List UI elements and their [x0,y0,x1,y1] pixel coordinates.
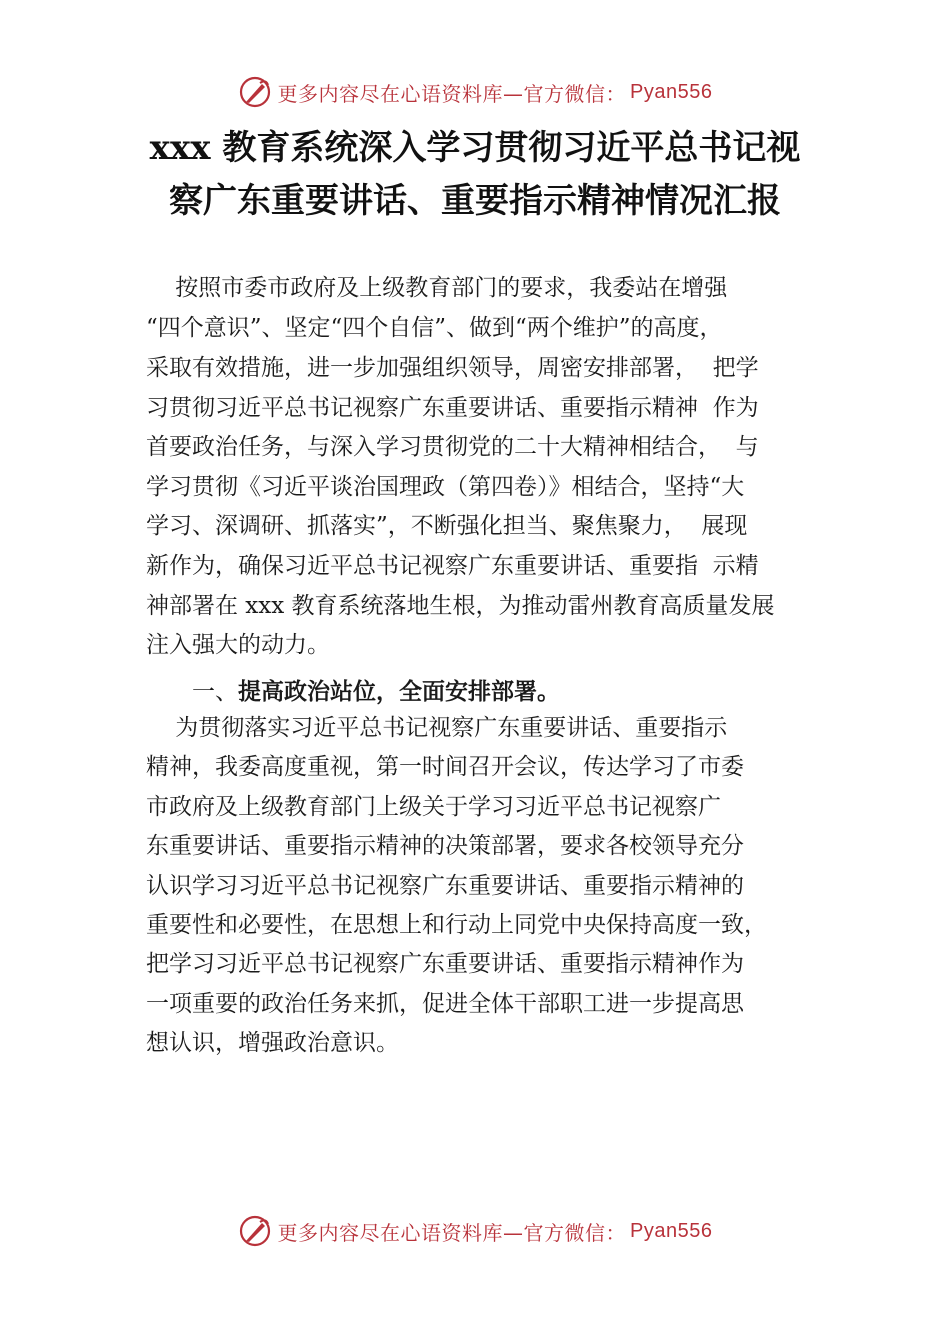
paragraph-line: 为贯彻落实习近平总书记视察广东重要讲话、重要指示 [146,715,728,741]
paragraph-line: 注入强大的动力。 [146,632,330,658]
paragraph-line: 学习贯彻《习近平谈治国理政（第四卷）》相结合，坚持“大 [146,474,745,500]
section-heading [192,676,560,708]
quill-pen-icon [238,1214,272,1248]
paragraph-line: 首要政治任务，与深入学习贯彻党的二十大精神相结合， 与 [146,434,759,460]
paragraph-line: 认识学习习近平总书记视察广东重要讲话、重要指示精神的 [146,873,744,899]
paragraph-line: 市政府及上级教育部门上级关于学习习近平总书记视察广 [146,794,721,820]
title-line-2: 察广东重要讲话、重要指示精神情况汇报 [169,181,781,221]
paragraph-line: 神部署在 xxx 教育系统落地生根，为推动雷州教育高质量发展 [146,593,775,619]
quill-pen-icon [238,75,272,109]
paragraph-line: “四个意识”、坚定“四个自信”、做到“两个维护”的高度， [146,315,723,341]
watermark-banner-bottom [0,1211,950,1251]
section-heading-number: 一、 [192,679,238,705]
paragraph-line: 重要性和必要性，在思想上和行动上同党中央保持高度一致， [146,912,767,938]
paragraph-line: 想认识，增强政治意识。 [146,1030,399,1056]
paragraph-line: 把学习习近平总书记视察广东重要讲话、重要指示精神作为 [146,951,744,977]
paragraph-line: 学习、深调研、抓落实”，不断强化担当、聚焦聚力， 展现 [146,513,748,539]
watermark-banner-top [0,72,950,112]
paragraph-line: 采取有效措施，进一步加强组织领导，周密安排部署， 把学 [146,355,759,381]
paragraph-line: 精神，我委高度重视，第一时间召开会议，传达学习了市委 [146,754,744,780]
document-title [60,122,890,228]
watermark-handle: Pyan556 [630,1219,713,1242]
title-line-1: xxx 教育系统深入学习贯彻习近平总书记视 [149,128,801,168]
paragraph-line: 一项重要的政治任务来抓，促进全体干部职工进一步提高思 [146,991,744,1017]
paragraph-line: 按照市委市政府及上级教育部门的要求，我委站在增强 [146,275,728,301]
watermark-handle: Pyan556 [630,80,713,103]
watermark-text: 更多内容尽在心语资料库—官方微信： [277,81,627,106]
paragraph-line: 新作为，确保习近平总书记视察广东重要讲话、重要指 示精 [146,553,759,579]
watermark-text: 更多内容尽在心语资料库—官方微信： [277,1220,627,1245]
paragraph-line: 东重要讲话、重要指示精神的决策部署，要求各校领导充分 [146,833,744,859]
section-heading-text: 提高政治站位，全面安排部署。 [238,679,560,705]
paragraph-line: 习贯彻习近平总书记视察广东重要讲话、重要指示精神 作为 [146,395,759,421]
